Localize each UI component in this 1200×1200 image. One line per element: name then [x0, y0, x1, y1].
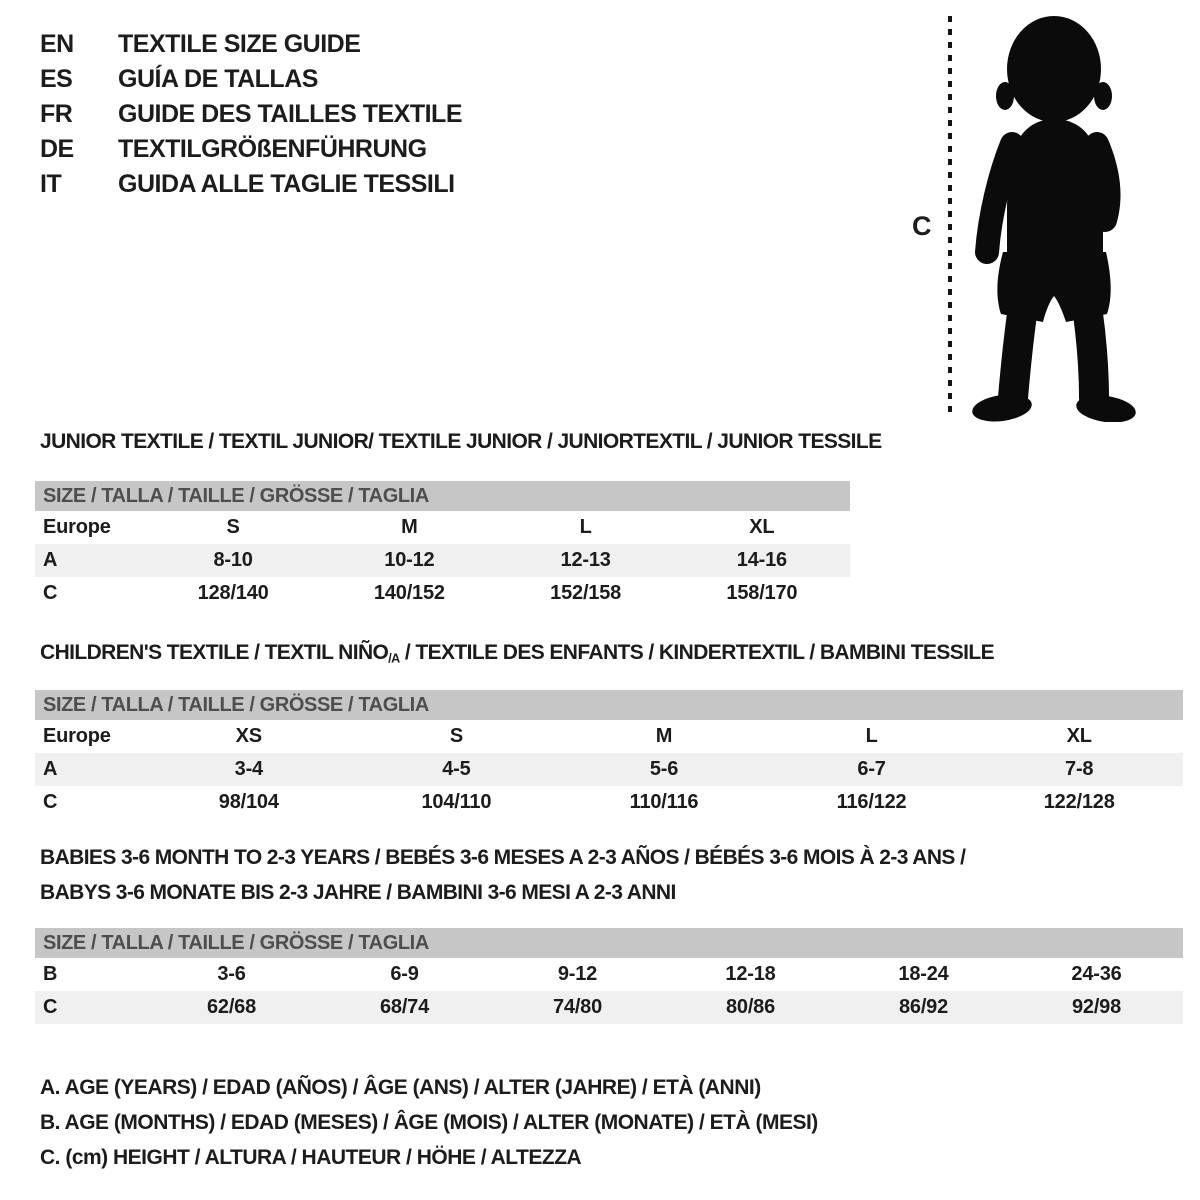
table-row-height	[35, 577, 850, 610]
table-cell: 74/80	[552, 996, 603, 1018]
table-cell: 6-9	[390, 963, 419, 985]
table-cell: 140/152	[373, 582, 445, 604]
table-cell: 18-24	[898, 963, 949, 985]
language-title: GUIDA ALLE TAGLIE TESSILI	[118, 170, 455, 198]
table-cell: 152/158	[550, 582, 622, 604]
table-cell: XL	[749, 516, 775, 538]
table-cell: 6-7	[857, 758, 886, 780]
table-cell: 7-8	[1065, 758, 1094, 780]
language-code: ES	[40, 65, 73, 93]
table-cell: L	[579, 516, 592, 538]
children-size-table	[35, 690, 1183, 819]
size-header-bar: SIZE / TALLA / TAILLE / GRÖSSE / TAGLIA	[35, 690, 1183, 720]
table-cell: S	[449, 725, 463, 747]
table-cell: 12-13	[560, 549, 611, 571]
language-code: IT	[40, 170, 62, 198]
table-row-months	[35, 958, 1183, 991]
table-cell: XS	[235, 725, 262, 747]
language-title: TEXTILGRÖßENFÜHRUNG	[118, 135, 427, 163]
table-cell: 128/140	[197, 582, 269, 604]
row-label: B	[43, 963, 58, 985]
table-cell: 8-10	[213, 549, 253, 571]
table-cell: 14-16	[736, 549, 787, 571]
size-header-bar: SIZE / TALLA / TAILLE / GRÖSSE / TAGLIA	[35, 481, 850, 511]
table-cell: 4-5	[442, 758, 471, 780]
junior-section-title: JUNIOR TEXTILE / TEXTIL JUNIOR/ TEXTILE JUNIOR / JUNIORTEXTIL / JUNIOR TESSILE	[40, 430, 882, 453]
row-label: A	[43, 758, 58, 780]
table-cell: 122/128	[1043, 791, 1115, 813]
table-cell: 158/170	[726, 582, 798, 604]
children-title-text: CHILDREN'S TEXTILE / TEXTIL NIÑO	[40, 641, 389, 664]
row-label: C	[43, 996, 58, 1018]
babies-section-title-line1: BABIES 3-6 MONTH TO 2-3 YEARS / BEBÉS 3-6 MESES A 2-3 AÑOS / BÉBÉS 3-6 MOIS À 2-3 ANS /	[40, 846, 966, 869]
table-cell: 10-12	[384, 549, 435, 571]
children-title-subscript: /A	[388, 651, 400, 666]
measurement-legend	[40, 1070, 818, 1175]
table-cell: 12-18	[725, 963, 776, 985]
table-cell: M	[655, 725, 673, 747]
language-code: DE	[40, 135, 74, 163]
table-row-age	[35, 544, 850, 577]
language-code: EN	[40, 30, 74, 58]
table-cell: L	[865, 725, 878, 747]
language-title: TEXTILE SIZE GUIDE	[118, 30, 361, 58]
table-cell: 24-36	[1071, 963, 1122, 985]
table-row-europe	[35, 720, 1183, 753]
table-cell: XL	[1066, 725, 1092, 747]
language-row-en	[40, 27, 462, 62]
children-title-text: / TEXTILE DES ENFANTS / KINDERTEXTIL / BAMBINI TESSILE	[399, 641, 995, 664]
table-cell: S	[226, 516, 240, 538]
row-label: C	[43, 791, 58, 813]
table-cell: 92/98	[1071, 996, 1122, 1018]
row-label: C	[43, 582, 58, 604]
babies-section-title-line2: BABYS 3-6 MONATE BIS 2-3 JAHRE / BAMBINI 3-6 MESI A 2-3 ANNI	[40, 881, 676, 904]
table-cell: M	[401, 516, 418, 538]
table-cell: 98/104	[218, 791, 279, 813]
babies-size-table	[35, 928, 1183, 1024]
legend-line-b: B. AGE (MONTHS) / EDAD (MESES) / ÂGE (MOIS) / ALTER (MONATE) / ETÀ (MESI)	[40, 1111, 818, 1134]
table-cell: 62/68	[206, 996, 257, 1018]
language-row-fr	[40, 97, 462, 132]
language-row-de	[40, 132, 462, 167]
row-label: Europe	[43, 516, 111, 538]
height-measure-label: C	[912, 211, 932, 241]
table-row-height	[35, 786, 1183, 819]
language-row-es	[40, 62, 462, 97]
table-cell: 68/74	[379, 996, 430, 1018]
height-measure-dashed-line	[948, 16, 952, 416]
table-row-age	[35, 753, 1183, 786]
children-section-title	[40, 641, 994, 666]
table-cell: 5-6	[649, 758, 679, 780]
table-cell: 9-12	[557, 963, 598, 985]
table-cell: 80/86	[725, 996, 776, 1018]
row-label: Europe	[43, 725, 111, 747]
table-cell: 3-4	[234, 758, 263, 780]
language-code: FR	[40, 100, 73, 128]
toddler-silhouette-icon	[958, 12, 1148, 422]
table-cell: 104/110	[421, 791, 492, 813]
language-title: GUIDE DES TAILLES TEXTILE	[118, 100, 463, 128]
table-cell: 3-6	[217, 963, 246, 985]
row-label: A	[43, 549, 58, 571]
table-row-height	[35, 991, 1183, 1024]
table-cell: 110/116	[629, 791, 699, 813]
legend-line-a: A. AGE (YEARS) / EDAD (AÑOS) / ÂGE (ANS) / ALTER (JAHRE) / ETÀ (ANNI)	[40, 1076, 761, 1099]
language-title: GUÍA DE TALLAS	[118, 65, 318, 93]
size-header-bar: SIZE / TALLA / TAILLE / GRÖSSE / TAGLIA	[35, 928, 1183, 958]
junior-size-table	[35, 481, 850, 610]
language-row-it	[40, 167, 462, 202]
legend-line-c: C. (cm) HEIGHT / ALTURA / HAUTEUR / HÖHE / ALTEZZA	[40, 1146, 582, 1169]
table-cell: 86/92	[898, 996, 949, 1018]
language-list	[40, 27, 462, 202]
table-cell: 116/122	[836, 791, 907, 813]
table-row-europe	[35, 511, 850, 544]
